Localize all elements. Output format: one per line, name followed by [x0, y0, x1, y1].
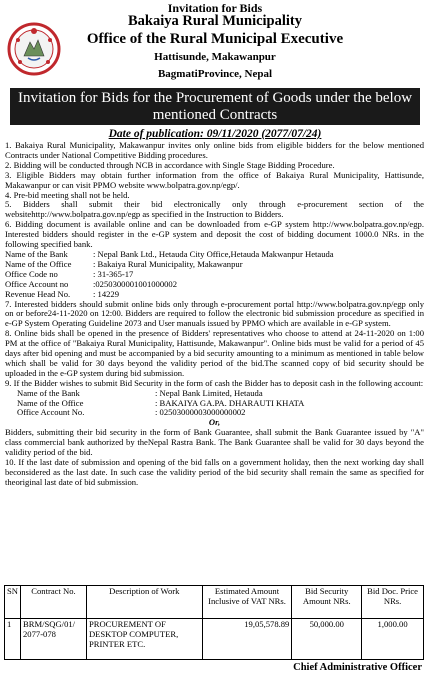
cell-contract-no: BRM/SQG/01/ 2077-078 [21, 619, 87, 660]
bank-details-2 [5, 389, 424, 419]
bank-value: : 14229 [93, 288, 120, 299]
paragraph-7: 7. Interested bidders should submit online bids only through e-procurement portal http://www.bolpatra.gov.np/egp only on or before24-11-2020 on 12:00. Bidders are required to follow the electronic bid submission procedure as specified in e-GP System Operating Guideline 2073 and User manuals issued by PPMO which are available in e-GP system. [5, 298, 424, 329]
bank-value: : Nepal Bank Limited, Hetauda [155, 387, 263, 398]
bank-key: Name of the Bank [5, 248, 68, 259]
bank-value: : BAKAIYA GA.PA. DHARAUTI KHATA [155, 397, 305, 408]
bank-key: Office Code no [5, 268, 58, 279]
notice-header [0, 0, 430, 87]
bank-value: : Nepal Bank Ltd., Hetauda City Office,Hetauda Makwanpur Hetauda [93, 248, 334, 259]
paragraph-2: 2. Bidding will be conducted through NCB in accordance with Single Stage Bidding Procedure. [5, 159, 335, 170]
or-separator: Or, [208, 417, 221, 428]
bank-row [5, 290, 424, 300]
col-header-contract-no: Contract No. [21, 586, 87, 619]
col-header-doc-price: Bid Doc. Price NRs. [362, 586, 424, 619]
bank-key: Office Account no [5, 278, 69, 289]
paragraph-1: 1. Bakaiya Rural Municipality, Makawanpur invites only online bids from eligible bidders for the below mentioned Contracts under National Competitive Bidding procedures. [5, 140, 424, 160]
bank-details-1 [5, 250, 424, 300]
bank-key: Name of the Bank [17, 387, 80, 398]
bank-key: Revenue Head No. [5, 288, 71, 299]
col-header-bid-security: Bid Security Amount NRs. [292, 586, 362, 619]
table-row [5, 619, 424, 660]
cell-estimated-amount: 19,05,578.89 [202, 619, 292, 660]
cell-sn: 1 [5, 619, 21, 660]
bank-key: Name of the Office [17, 397, 84, 408]
office-name: Office of the Rural Municipal Executive [86, 31, 344, 47]
paragraph-8: 8. Online bids shall be opened in the presence of Bidders' representatives who choose to attend at 24-11-2020 on 1:00 PM at the office of "Bakaiya Rural Municipality, Hattisunde, Makawanpur". Online bids must be valid for a period of 45 days after bid opening and must be accompanied by a bid security amounting to a minimum as mentioned in table below which shall be valid for 30 days beyond the validity period of the bid.The scanned copy of bid security should be uploaded in the e-GP system during bid submission. [5, 328, 424, 378]
bank-value: : 31-365-17 [93, 268, 134, 279]
bank-value: : Bakaiya Rural Municipality, Makawanpur [93, 258, 243, 269]
paragraph-3: 3. Eligible Bidders may obtain further information from the office of Bakaiya Rural Municipality, Hattisunde, Makawanpur or can visit PPMO website www.bolpatra.gov.np/egp/. [5, 169, 424, 190]
col-header-estimated-amount: Estimated Amount Inclusive of VAT NRs. [202, 586, 292, 619]
title-banner: Invitation for Bids for the Procurement of Goods under the below mentioned Contracts [10, 88, 420, 125]
col-header-sn: SN [5, 586, 21, 619]
office-address: Hattisunde, Makawanpur [154, 51, 276, 63]
cell-doc-price: 1,000.00 [362, 619, 424, 660]
signature: Chief Administrative Officer [293, 662, 422, 673]
cell-description: PROCUREMENT OF DESKTOP COMPUTER, PRINTER ETC. [86, 619, 202, 660]
province: BagmatiProvince, Nepal [157, 68, 273, 80]
municipality-name: Bakaiya Rural Municipality [127, 13, 303, 29]
paragraph-9: 9. If the Bidder wishes to submit Bid Security in the form of cash the Bidder has to deposit cash in the following account: [5, 377, 424, 388]
header-line-1: Invitation for Bids [167, 1, 263, 15]
paragraph-bank-guarantee: Bidders, submitting their bid security in the form of Bank Guarantee, shall submit the Bank Guarantee issued by "A" class commercial bank authorized by theNepal Rastra Bank. The Bank Guarantee shall be valid for 30 days beyond the validity period of the bid. [5, 427, 424, 458]
paragraph-10: 10. If the last date of submission and opening of the bid falls on a government holiday, then the next working day shall beconsidered as the last date. In such case the validity period of the bid security shall remain the same as specified for theoriginal last date of bid submission. [5, 457, 424, 487]
cell-bid-security: 50,000.00 [292, 619, 362, 660]
paragraph-5: 5. Bidders shall submit their bid electronically only through e-procurement section of the websitehttp://www.bolpatra.gov.np/egp as specified in the Instruction to Bidders. [5, 199, 424, 220]
col-header-description: Description of Work [86, 586, 202, 619]
bank-row [5, 260, 424, 270]
bank-key: Office Account No. [17, 407, 85, 418]
paragraph-6: 6. Bidding document is available online and can be downloaded from e-GP system http://www.bolpatra.gov.np/egp. Interested bidders should register in the e-GP system and deposit the cost of bidding document 1000.0 NRs. in the following specified bank. [5, 219, 424, 250]
bank-value: : 02503000003000000002 [155, 407, 246, 418]
contracts-table [4, 585, 424, 660]
bank-value: :0250300001001000002 [93, 278, 178, 289]
notice-body [5, 141, 424, 488]
paragraph-4: 4. Pre-bid meeting shall not be held. [5, 189, 130, 200]
publication-date: Date of publication: 09/11/2020 (2077/07/24) [108, 128, 322, 140]
bank-key: Name of the Office [5, 258, 72, 269]
table-header-row [5, 586, 424, 619]
